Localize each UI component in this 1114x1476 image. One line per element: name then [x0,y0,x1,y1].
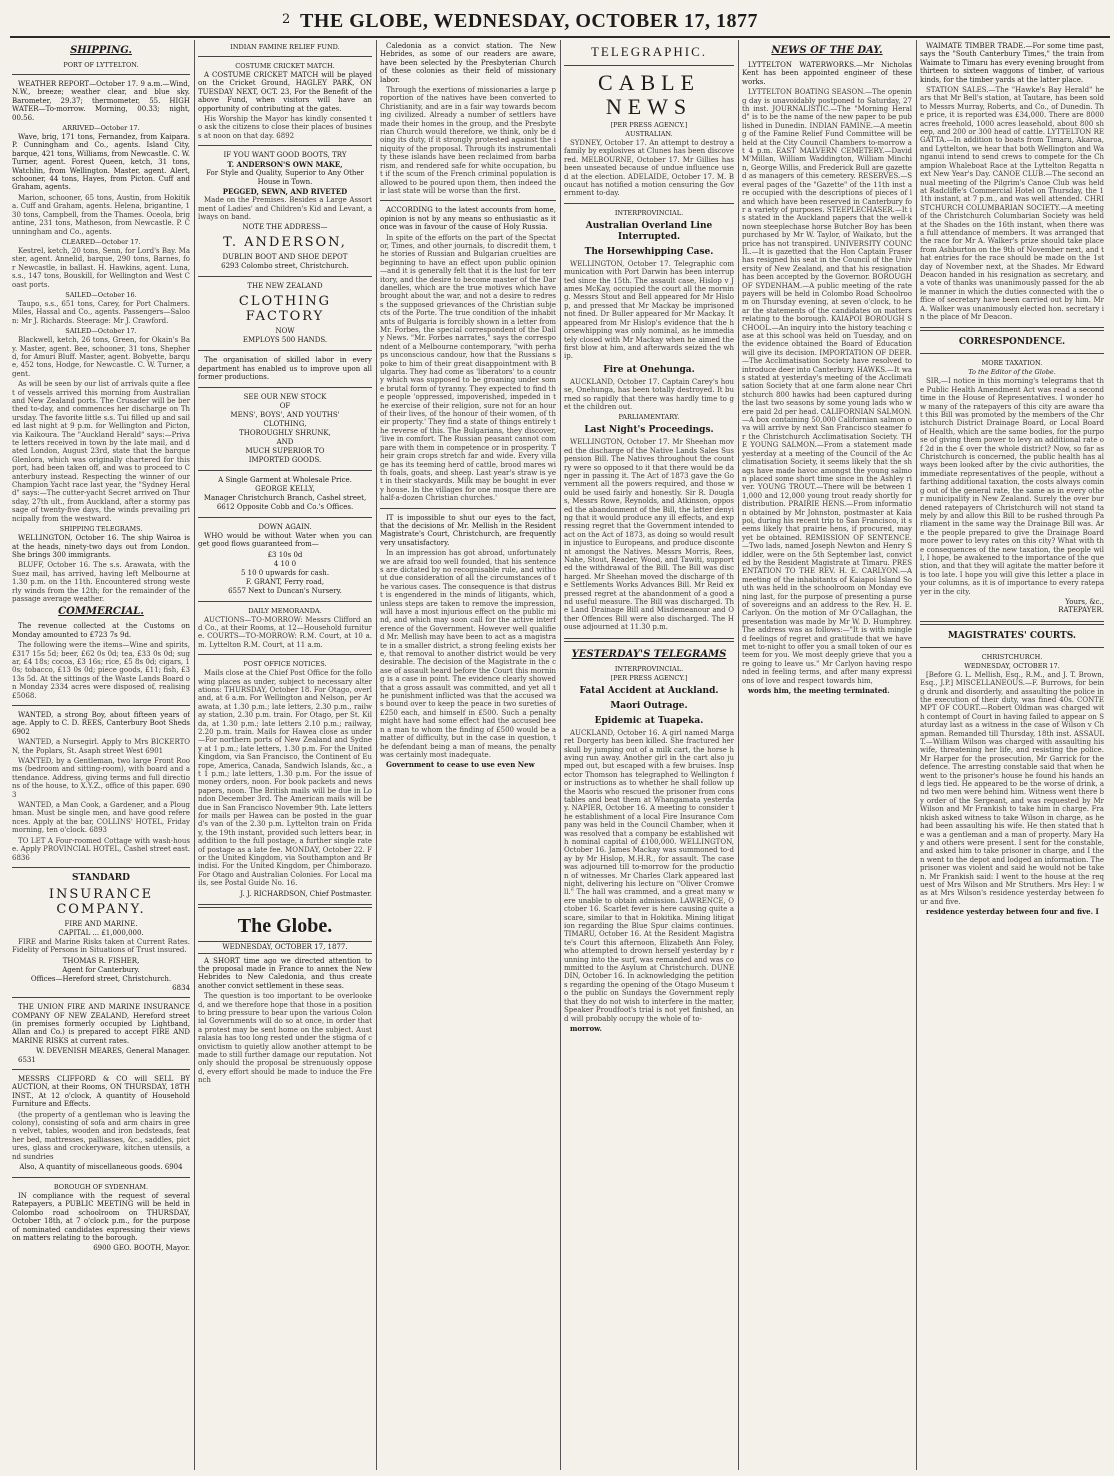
overland-heading: Australian Overland Line Interrupted. [585,220,713,242]
anderson-more: Made on the Premises. Besides a Large Assortment of Ladies' and Children's Kid and Levant, always on band. [198,196,372,222]
sydenham-text: IN compliance with the request of several Ratepayers, a PUBLIC MEETING will be held in Colombo road schoolroom on THURSDAY, October 18th, at 7 o'clock p.m., for the purpose of nominated candidates expressing their views on matters relating to the borough. [12,1192,190,1243]
standard-heading: STANDARD [72,872,130,883]
parliament-text: WELLINGTON, October 17. Mr Sheehan moved the discharge of the Native Lands Sales Suspension Bill. The Natives throughout the country were so opposed to it that there would be danger in passing it. The Act of 1873 gave the Government all the powers required, and those would be used fairly and honestly. Sir R. Douglas, Messrs Rowe, Reynolds, and Atkinson, opposed the abandonment of the Bill, the latter denying that it would produce any ill effects, and expressing regret that the Government intended to act on the Act of 1873, as doing so would result in injustice to Europeans, and produce discontent amongst the Natives. Messrs Morris, Rees, Nahe, Stout, Reader, Wood, and Tawiti, supported the withdrawal of the Bill. The Bill was discharged. Mr Sheehan moved the discharge of the Settlements Works Advances Bill. Mr Reid expressed regret at the abandonment of a good and useful measure. The Bill was discharged. The Land Drainage Bill and Misdemeanour and Other Offences Bill were also discharged. The House adjourned at 11.30 p.m. [564,438,734,632]
commercial-heading: COMMERCIAL. [58,606,144,618]
magistrates-text: [Before G. L. Mellish, Esq., R.M., and J. T. Brown, Esq., J.P.] MISCELLANEOUS.—F. Burrows, for being drunk and disorderly, and assaulting the police in the execution of their duty, was fined 40s. CONTEMPT OF COURT.—Robert Oldman was charged with contempt of Court in having failed to appear on Saturday last as a witness in the case of Wilson v Chapman. Remanded till Thursday, 18th inst. ASSAULT.—William Wilson was charged with assaulting his wife, threatening her life, and resisting the police. Mr Harper for the prosecution, Mr Garrick for the defence. The arresting constable said that when he went to the prisoner's house he found his hands and legs tied. He appeared to be the worse of drink, and two men were behind him. Witness went there by order of the Sergeant, and was requested by Mr Wilson and Mr Frankish to take him in charge. Frankish asked witness to take Wilson in charge, as he had been assaulting his wife. He then stated that he was a gentleman and a man of property. Mary Hay and others were present. I sent for the constable, and asked him to take prisoner in charge, and I then went to the depot and lodged an information. The prisoner was violent and said he would not be taken. Mr Frankish said: I went to the house at the request of Mrs Wilson and Mr Struthers. Mrs Hey: I was at Mrs Wilson's residence yesterday between four and five. [920,670,1104,906]
cricket-text: A COSTUME CRICKET MATCH will be played on the Cricket Ground, HAGLEY PARK, ON TUESDAY NEXT, OCT. 23, For the Benefit of the above Fund, when visitors will have an opportunity of contributing at the gates. [198,71,372,113]
famine-heading: INDIAN FAMINE RELIEF FUND. [230,43,340,51]
christchurch-heading: CHRISTCHURCH. [981,652,1043,661]
column-2 [198,42,372,1468]
column-6 [920,42,1104,1468]
memo-text: AUCTIONS—TO-MORROW: Messrs Clifford and Co., at their Rooms, at 12—Household furniture. COURTS—TO-MORROW: R.M. Court, at 10 a.m. Lyttelton R.M. Court, at 11 a.m. [198,615,372,649]
shipping-heading: SHIPPING. [70,45,132,56]
last-night-heading: Last Night's Proceedings. [584,425,714,436]
clothing-label: CLOTHING, [263,419,307,428]
col3-text-1-more: Through the exertions of missionaries a large proportion of the natives have been converted to Christianity, and are in a fair way towards becoming civilized. Already a number of settlers have made their homes in the group, and the Presbyterian Church would therefore, we think, only be doing its duty, if it strongly protested against the iniquity of the proposal. Through its instrumentality these islands have been reclaimed from barbarism, and rendered safe for white occupation, but if the scum of the French criminal population is allowed to be poured upon them, then indeed their last state will be worse than the first. [380,86,556,195]
sailed-17-heading: SAILED—October 17. [65,327,137,336]
now-label: NOW [275,327,295,336]
imported-label: IMPORTED GOODS. [248,455,322,464]
sydenham-heading: BOROUGH OF SYDENHAM. [53,1183,149,1192]
fisher-name: THOMAS R. FISHER, [62,956,140,965]
shrunk-label: THOROUGHLY SHRUNK, [239,428,331,437]
insurance-text: FIRE and Marine Risks taken at Current Rates. Fidelity of Persons in Situations of Trust insured. [12,937,190,955]
globe-date: WEDNESDAY, OCTOBER 17, 1877. [198,941,372,953]
cable-news-heading: CABLE NEWS [597,70,701,119]
wanted-ad-3: WANTED, by a Gentleman, two large Front Rooms (bedroom and sitting-room), with board and attendance. Address, giving terms and full directions of the house, to X.Y.Z., office of this paper. 6903 [12,757,190,799]
sydenham-sig: 6900 GEO. BOOTH, Mayor. [93,1244,190,1253]
fire-heading: Fire at Onehunga. [603,364,695,375]
column-3 [380,42,556,1468]
horsewhipping-text: WELLINGTON, October 17. Telegraphic communication with Port Darwin has been interrupted since the 15th. The assault case, Hislop v James McKay, occupied the court all the morning. Messrs Stout and Bell appeared for Mr Hislop, and pressed that Mr Mackay be imprisoned not fined. Dr Buller appeared for Mr Mackay. It appeared from Mr Hislop's evidence that the horsewhipping was only nominal, as he immediately closed with Mr Mackay when he aimed the first blow at him, and afterwards seized the whip. [564,259,734,361]
kelly-name: GEORGE KELLY, [255,484,315,493]
clifford-ad-more: (the property of a gentleman who is leaving the colony), consisting of sofa and arm chairs in green velvet, tables, wooden and iron bedsteads, feather bed, mattresses, palliasses, &c., saddles, pictures, glass and crockeryware, kitchen utensils, and sundries [12,1110,190,1161]
superior-label: MUCH SUPERIOR TO [245,446,325,455]
col6-text-more: STATION SALES.—The "Hawke's Bay Herald" hears that Mr Bell's station, at Tautare, has been sold to Messrs Murray, Roberts, and Co., of Dunedin. The price, it is reported was £34,000. There are 8000 acres freehold, 1000 acres leasehold, about 800 sheep, and 200 or 300 head of cattle. LYTTELTON REGATTA.—In addition to boats from Timaru, Akaroa, and Lyttelton, we hear that both Wellington and Wanganui intend to send crews to compete for the Champion Whaleboat Race at the Lyttelton Regatta next New Year's Day. CANOE CLUB.—The second annual meeting of the Pilgrim's Canoe Club was held at Radcliffe's Commercial Hotel on Thursday, the 11th instant, at 7 p.m., and was well attended. CHRISTCHURCH COLUMBARIAN SOCIETY.—A meeting of the Christchurch Columbarian Society was held at the Shades on the 16th instant, when there was a full attendance of members. It was arranged that the race for Mr A. Walker's prize should take place from Ashburton on the 9th of November next, and that entries for the race should be made on the 1st day of November next, at the Shades. Mr Edward Deacon handed in his resignation as secretary, and a vote of thanks was unanimously passed for the able manner in which the duties connected with the office of secretary have been carried out by him. Mr A. Walker was unanimously elected hon. secretary in the place of Mr Deacon. [920,86,1104,321]
column-divider [376,40,377,1470]
per-press-label: [PER PRESS AGENCY.] [610,121,688,129]
commercial-text: The revenue collected at the Customs on Monday amounted to £723 7s 9d. [12,622,190,639]
note-address: NOTE THE ADDRESS— [242,223,328,232]
cricket-more: His Worship the Mayor has kindly consented to ask the citizens to close their places of business at noon on that day. 6892 [198,115,372,140]
ratepayer-sig: RATEPAYER. [1058,606,1104,615]
post-text: Mails close at the Chief Post Office for the following places as under, subject to necessary alterations: THURSDAY, October 18. For Otago, overland, at 6 a.m. For Wellington and Nelson, per Arawata, at 1.30 p.m.; late letters, 2.30 p.m., railway station, 2.30 p.m. train. For Otago, per St. Kilda, at 1.30 p.m.; late letters 2.10 p.m.; railway, 2.20 p.m. train. Mails for Hawea close as under—For northern ports of New Zealand and Sydney at 1 p.m.; late letters, 1.30 p.m. For the United Kingdom, via San Francisco, the Continent of Europe, America, Canada, Sandwich Islands, &c., at 1 p.m.; late letters, 1.30 p.m. For the issue of money orders, noon. For book packets and newspapers, noon. The British mails will be due in London December 3rd. The American mails will be due in San Francisco November 9th. Late letters for mails per Hawea can be posted in the guard's van of the 2.30 p.m. Lyttelton train on Friday, the 19th instant, provided such letters bear, in addition to the full postage, a further single rate of postage as a late fee. MONDAY, October 22. For the United Kingdom, via Southampton and Brindisi. For the United Kingdom, per Chimborazo. For Otago and Australian Colonies. For Local mails, see Postal Guide No. 16. [198,669,372,888]
kelly-role: Manager Christchurch Branch, Cashel street, [203,493,367,502]
news-of-day-heading: NEWS OF THE DAY. [771,45,883,56]
grant-number: 6557 Next to Duncan's Nursery. [228,586,342,595]
interprovincial-2-heading: INTERPROVINCIAL. [614,664,684,673]
horsewhipping-heading: The Horsewhipping Case. [584,246,714,257]
taxation-letter: SIR,—I notice in this morning's telegrams that the Public Health Amendment Act was read a second time in the House of Representatives. I wonder how many of the ratepayers of this city are aware that this Bill was promoted by the members of the Christchurch District Drainage Board, or Local Board of Health, which are the same bodies, for the purpose of giving them power to levy an additional rate of 2d in the £ over the whole district? Now, so far as Christchurch is concerned, the public health has always been looked after by the civic authorities, the immediate representatives of the people, without a farthing additional taxation, the costs always coming out of the general rate, the same as in every other municipality in New Zealand. Surely the over burdened ratepayers of Christchurch will not stand tamely by and allow this Bill to be rushed through Parliament in the same way the Drainage Bill was. Are the people prepared to give the Drainage Board more power to levy rates on this city? What with the consequences of the new taxation, the people will, I hope, be awakened to the importance of the question, and that they will agitate the matter before it is too late. I hope you will give this letter a place in your columns, as it is of importance to every ratepayer in the city. [920,377,1104,596]
col3-text-3-more: In an impression has got abroad, unfortunately we are afraid too well founded, that his sentences are dictated by no recognisable rule, and without due consideration of all the circumstances of the various cases. The consequence is that distrust is engendered in the minds of litigants, which, unless steps are taken to remove the impression, will have a most injurious effect on the public mind, and which may soon call for the active interference of the Government. However well qualified Mr. Mellish may have been to act as a magistrate in a smaller district, a strong feeling exists here, that removal to another district would be very desirable. The decision of the Magistrate in the case of assault heard before the Court this morning is a case in point. The evidence clearly showed that a gross assault was committed, and yet all the punishment inflicted was that the accused was bound over to keep the peace in two sureties of £250 each, and himself in £500. Such a penalty might have had some effect had the accused been a man to whom the finding of £500 would be a matter of difficulty, but in the case in question, the defendant being a man of means, the penalty was certainly most inadequate. [380,549,556,759]
price-3: 5 10 0 upwards for cash. [240,568,330,577]
cleared-heading: CLEARED—October 17. [61,237,141,246]
page-number: 2 [282,12,291,27]
arrived-text: Wave, brig, 171 tons, Fernandez, from Kaipara. P. Cunningham and Co., agents. Island City, barque, 421 tons, Williams, from Newcastle. C. W. Turner, agent. Forest Queen, ketch, 31 tons, Watchlin, from Wellington. Master, agent. Alert, schooner, 44 tons, Hayes, from Picton. Cuff and Graham, agents. [12,133,190,192]
col5-end: words him, the meeting terminated. [748,686,890,696]
wanted-ad: WANTED, a strong Boy, about fifteen years of age. Apply to C. D. REES, Canterbury Boot Sheds 6902 [12,711,190,736]
col6-end: residence yesterday between four and five. I [926,907,1099,917]
arrived-more: Marion, schooner, 65 tons, Austin, from Hokitika. Cuff and Graham, agents. Helena, brigantine, 130 tons, Campbell, from the Thames. Oceola, brigantine, 231 tons, Matheson, from Newcastle. P. Cunningham and Co., agents. [12,193,190,236]
shipping-telegrams-text: WELLINGTON, October 16. The ship Wairoa is at the heads, ninety-two days out from London. She brings 300 immigrants. [12,534,190,559]
maori-heading: Maori Outrage. [610,700,688,711]
wanted-ad-4: WANTED, a Man Cook, a Gardener, and a Ploughman. Must be single men, and have good references. Apply at the bar, COLLINS' HOTEL, Friday morning, ten o'clock. 6893 [12,801,190,835]
grant-name: F. GRANT, Ferry road, [245,577,325,586]
fisher-role: Agent for Canterbury. [62,965,140,974]
col3-end: Government to cease to use even New [386,760,535,770]
cricket-heading: COSTUME CRICKET MATCH. [235,62,335,70]
col3-text-3: IT is impossible to shut our eyes to the fact, that the decisions of Mr. Mellish in the Resident Magistrate's Court, Christchurch, are frequently very unsatisfactory. [380,513,556,547]
news-more: LYTTELTON BOATING SEASON.—The opening day is unavoidably postponed to Saturday, 27th inst. JOURNALISTIC.—The "Morning Herald" is to be the name of the new paper to be published in Dunedin. INDIAN FAMINE.—A meeting of the Famine Relief Fund Committee will be held at the City Council Chambers to-morrow at 4 p.m. EAST MALVERN CEMETERY.—David M'Millan, William Waddington, William Minchin, George Willis, and Frederick Bull are gazetted as managers of this cemetery. RESERVES.—Several pages of the "Gazette" of the 11th inst are occupied with the descriptions of pieces of land which have been reserved in Canterbury for a variety of purposes. STEEPLECHASER.—It is stated in the Auckland papers that the well-known steeplechase horse Butcher Boy has been purchased by Mr W. Taylor, of Waikato, but the price has not transpired. UNIVERSITY COUNCIL.—It is gazetted that the Hon Captain Fraser has resigned his seat in the Council of the University of New Zealand, and that his resignation has been accepted by the Governor. BOROUGH OF SYDENHAM.—A public meeting of the ratepayers will be held in Colombo Road Schoolroom on Thursday evening, at seven o'clock, to hear the statements of the candidates on matters relating to the borough. KAIAPOI BOROUGH SCHOOL.—An inquiry into the history teaching case at this school was held on Tuesday, and on the evidence obtained the Board of Education will give its decision. IMPORTATION OF DEER.—The Acclimatisation Society have resolved to introduce deer into Canterbury. HAWKS.—It was stated at yesterday's meeting of the Acclimatisation Society that at one farm alone near Christchurch 800 hawks had been captured during the last two seasons by some young lads who were paid 2d per head. CALIFORNIAN SALMON.—A box containing 50,000 Californian salmon ova will arrive by next San Francisco steamer for the Christchurch Acclimatisation Society. THE YOUNG SALMON.—From a statement made yesterday at a meeting of the Council of the Acclimatisation Society, it seems likely that the shags have made havoc amongst the young salmon placed some short time since in the Ashley river. YOUNG TROUT.—There will be between 11,000 and 12,000 young trout ready shortly for distribution. PRAIRIE HENS.—From information obtained by Mr Johnston, postmaster at Kaiapoi, during his recent trip to San Francisco, it seems likely that prairie hens, if procured, may yet be obtained. REMISSION OF SENTENCE.—Two lads, named Joseph Newton and Henry Siddler, were on the 5th September last, convicted by the Resident Magistrate at Timaru. PRESENTATION TO THE REV. H. E. CARLYON.—A meeting of the inhabitants of Kaiapoi Island South was held in the schoolroom on Monday evening last, for the purpose of presenting a purse of sovereigns and an address to the Rev. H. E. Carlyon. On the motion of Mr O'Callaghan, the presentation was made by Mr W. D. Humphrey. The address was as follows:—"It is with mingled feelings of regret and gratitude that we have met to-night to offer you a small token of our esteem for you. We most deeply grieve that you are going to leave us." Mr Carlyon having responded in feeling terms, and after many expressions of love and respect towards him, [742,88,912,685]
and-label: AND [276,437,294,446]
price-1: £3 10s 0d [267,550,303,559]
price-2: 4 10 0 [273,559,297,568]
union-text: THE UNION FIRE AND MARINE INSURANCE COMPANY OF NEW ZEALAND, Hereford street (in premises formerly occupied by Lightband, Allan and Co.) is prepared to accept FIRE AND MARINE RISKS at current rates. [12,1003,190,1045]
leader-text: A SHORT time ago we directed attention to the proposal made in France to annex the New Hebrides to New Caledonia, and thus create another convict settlement in these seas. [198,956,372,990]
telegraphic-heading: TELEGRAPHIC. [590,44,708,59]
column-divider [560,40,561,1470]
shipping-telegrams-heading: SHIPPING TELEGRAMS. [59,525,143,534]
masthead-rule [10,36,1110,38]
wholesale-label: A Single Garment at Wholesale Price. [218,475,352,484]
anderson-big: T. ANDERSON, [223,235,347,251]
dublin-depot: DUBLIN BOOT AND SHOE DEPOT [222,253,348,262]
colombo-street: 6293 Colombo street, Christchurch. [221,262,349,271]
col4-end: morrow. [570,1023,602,1033]
down-text: WHO would be without Water when you can get good flows guaranteed from— [198,531,372,549]
to-editor: To the Editor of the Globe. [968,368,1056,377]
union-manager: W. DEVENISH MEARES, General Manager. [36,1047,190,1056]
clifford-ad: MESSRS CLIFFORD & CO will SELL BY AUCTION, at their Rooms, ON THURSDAY, 18TH INST., At 12 o'clock, A quantity of Household Furniture and Effects. [12,1074,190,1109]
masthead [0,0,1114,38]
column-4 [564,42,734,1468]
column-divider [194,40,195,1470]
employs-label: EMPLOYS 500 HANDS. [242,336,328,345]
sailed-text: Taupo, s.s., 651 tons, Carey, for Port Chalmers. Miles, Hassal and Co., agents. Passengers—Saloon: Mr J. Richards. Steerage: Mr J. Crawford. [12,299,190,325]
news-text: LYTTELTON WATERWORKS.—Mr Nicholas Kent has been appointed engineer of these works. [742,61,912,86]
parliamentary-heading: PARLIAMENTARY. [618,413,680,422]
column-5 [742,42,912,1468]
to-let-ad: TO LET A Four-roomed Cottage with wash-house. Apply PROVINCIAL HOTEL, Cashel street east. 6836 [12,836,190,862]
globe-title: The Globe. [237,915,333,938]
nz-heading: THE NEW ZEALAND [247,282,323,291]
shipping-notes: As will be seen by our list of arrivals quite a fleet of vessels arrived this morning from Australian and New Zealand ports. The Crusader will be berthed to-day, and commences her discharge on Thursday. The favorite little s.s. Tui filled up and sailed last night at 9 p.m. for Wellington and Picton, via Kaikoura. The "Auckland Herald" says:—Private letters received in town by the late mail, and dated London, August 23rd, state that the barque Glenlora, which was originally chartered for this port, had been taken off, and was to proceed to Canterbury instead. Respecting the winner of our Champion Yacht race last year, the "Sydney Herald" says:—The cutter-yacht Secret arrived on Thursday, 27th ult., from Auckland, after a stormy passage of twenty-five days, the winds prevailing principally from the westward. [12,380,190,523]
per-press-2-label: [PER PRESS AGENCY.] [610,673,688,682]
fire-text: AUCKLAND, October 17. Captain Carey's house, Onehunga, has been totally destroyed. It burned so rapidly that there was hardly time to get the children out. [564,377,734,411]
clothing-factory: CLOTHING FACTORY [238,294,332,325]
wanted-ad-2: WANTED, a Nursegirl. Apply to Mrs BICKERTON, the Poplars, St. Asaph street West 6901 [12,738,190,755]
col6-text: WAIMATE TIMBER TRADE.—For some time past, says the "South Canterbury Times," the train from Waimate to Timaru has every evening brought from thirteen to sixteen waggons of timber, of various kinds, for the timber yards at the latter place. [920,42,1104,84]
correspondence-heading: CORRESPONDENCE. [958,337,1066,348]
union-number: 6531 [18,1055,36,1064]
organisation-text: The organisation of skilled labor in every department has enabled us to improve upon all former productions. [198,356,372,382]
column-divider [738,40,739,1470]
commercial-more: The following were the items—Wine and spirits, £317 15s 5d; beer, £62 0s 0d; tea, £33 0s 0d; sugar, £4 18s; cocoa, £3 16s; rice, £5 8s 0d; cigars, 10s; tobacco, £13 0s 0d; piece goods, £11; fish, £3 13s 5d. At the sittings of the Waste Lands Board on Monday 2334 acres were disposed of, realising £5068. [12,641,190,700]
column-1: SHIPPING. PORT OF LYTTELTON. WEATHER REPORT—October 17. 9 a.m.—Wind, N.W., breeze; weather clear, and blue sky. Barometer, 29.37; thermometer, 55. HIGH WATER—To-morrow. Morning, 00.33; night, 00.56. ARRIVED—October 17. Wave, brig, 171 tons, Fernandez, from Kaipara. P. Cunningham and Co., agents. Island City, barque, 421 tons, Williams, from Newcastle. C. W. Turner, agent. Forest Queen, ketch, 31 tons, Watchlin, from Wellington. Master, agent. Alert, schooner, 44 tons, Hayes, from Picton. Cuff and Graham, agents. Marion, schooner, 65 tons, Austin, from Hokitika. Cuff and Graham, agents. Helena, brigantine, 130 tons, Campbell, from the Thames. Oceola, brigantine, 231 tons, Matheson, from Newcastle. P. Cunningham and Co., agents. CLEARED—October 17. Kestrel, ketch, 20 tons, Senn, for Lord's Bay. Master, agent. Annelid, barque, 290 tons, Barnes, for Newcastle, in ballast. H. Hawkins, agent. Luna, s.s., 147 tons, Bouskill, for Wellington and West Coast ports. SAILED—October 16. Taupo, s.s., 651 tons, Carey, for Port Chalmers. Miles, Hassal and Co., agents. Passengers—Saloon: Mr J. Richards. Steerage: Mr J. Crawford. SAILED—October 17. Blackwell, ketch, 26 tons, Green, for Okain's Bay. Master, agent. Bee, schooner, 31 tons, Shepherd, for Amuri Bluff. Master, agent. Bobyette, barque, 452 tons, Hodge, for Newcastle. C. W. Turner, agent. As will be seen by our list of arrivals quite a fleet of vessels arrived this morning from Australian and New Zealand ports. The Crusader will be berthed to-day, and commences her discharge on Thursday. The favorite little s.s. Tui filled up and sailed last night at 9 p.m. for Wellington and Picton, via Kaikoura. The "Auckland Herald" says:—Private letters received in town by the late mail, and dated London, August 23rd, state that the barque Glenlora, which was originally chartered for this port, had been taken off, and was to proceed to Canterbury instead. Respecting the winner of our Champion Yacht race last year, the "Sydney Herald" says:—The cutter-yacht Secret arrived on Thursday, 27th ult., from Auckland, after a stormy passage of twenty-five days, the winds prevailing principally from the westward. SHIPPING TELEGRAMS. WELLINGTON, October 16. The ship Wairoa is at the heads, ninety-two days out from London. She brings 300 immigrants. BLUFF, October 16. The s.s. Arawata, with the Suez mail, has arrived, having left Melbourne at 1.30 p.m. on the 11th. Encountered strong westerly winds from the 12th; for the remainder of the passage average weather. COMMERCIAL. The revenue collected at the Customs on Monday amounted to £723 7s 9d. The following were the items—Wine and spirits, £317 15s 5d; beer, £62 0s 0d; tea, £33 0s 0d; sugar, £4 18s; cocoa, £3 16s; rice, £5 8s 0d; cigars, 10s; tobacco, £13 0s 0d; piece goods, £11; fish, £3 13s 5d. At the sittings of the Waste Lands Board on Monday 2334 acres were disposed of, realising £5068. WANTED, a strong Boy, about fifteen years of age. Apply to C. D. REES, Canterbury Boot Sheds 6902 WANTED, a Nursegirl. Apply to Mrs BICKERTON, the Poplars, St. Asaph street West 6901 WANTED, by a Gentleman, two large Front Rooms (bedroom and sitting-room), with board and attendance. Address, giving terms and full directions of the house, to X.Y.Z., office of this paper. 6903 WANTED, a Man Cook, a Gardener, and a Ploughman. Must be single men, and have good references. Apply at the bar, COLLINS' HOTEL, Friday morning, ten o'clock. 6893 TO LET A Four-roomed Cottage with wash-house. Apply PROVINCIAL HOTEL, Cashel street east. 6836 STANDARD INSURANCE COMPANY. FIRE AND MARINE. CAPITAL ... £1,000,000. FIRE and Marine Risks taken at Current Rates. Fidelity of Persons in Situations of Trust insured. THOMAS R. FISHER, Agent for Canterbury. Offices—Hereford street, Christchurch. 6834 THE UNION FIRE AND MARINE INSURANCE COMPANY OF NEW ZEALAND, Hereford street (in premises formerly occupied by Lightband, Allan and Co.) is prepared to accept FIRE AND MARINE RISKS at current rates. W. DEVENISH MEARES, General Manager. 6531 MESSRS CLIFFORD & CO will SELL BY AUCTION, at their Rooms, ON THURSDAY, 18TH INST., At 12 o'clock, A quantity of Household Furniture and Effects. (the property of a gentleman who is leaving the colony), consisting of sofa and arm chairs in green velvet, tables, wooden and iron bedsteads, feather bed, mattresses, palliasses, &c., saddles, pictures, glass and crockeryware, kitchen utensils, and sundries Also, A quantity of miscellaneous goods. 6904 BOROUGH OF SYDENHAM. IN compliance with the request of several Ratepayers, a PUBLIC MEETING will be held in Colombo road schoolroom on THURSDAY, October 18th, at 7 o'clock p.m., for the purpose of nominated candidates expressing their views on matters relating to the borough. 6900 GEO. BOOTH, Mayor. [12,45,190,1253]
weather-report: WEATHER REPORT—October 17. 9 a.m.—Wind, N.W., breeze; weather clear, and blue sky. Barometer, 29.37; thermometer, 55. HIGH WATER—To-morrow. Morning, 00.33; night, 00.56. [12,80,190,122]
insurance-sub: FIRE AND MARINE. [64,919,138,928]
boots-heading: IF YOU WANT GOOD BOOTS, TRY [223,151,347,160]
clifford-also: Also, A quantity of miscellaneous goods. 6904 [19,1163,183,1172]
pegged-line: PEGGED, SEWN, AND RIVETED [222,187,348,197]
more-taxation-heading: MORE TAXATION. [981,359,1043,368]
yesterday-text: AUCKLAND, October 16. A girl named Margaret Dorgerty has been killed. She fractured her skull by jumping out of a milk cart, the horse having run away. Another girl in the cart also jumped out, but escaped with a few bruises. Inspector Thomson has telegraphed to Wellington for instructions as to whether he shall follow up the Maoris who rescued the prisoner from constables and beat them at Whangamata yesterday. NAPIER, October 16. A meeting to consider the establishment of a local Fire Insurance Company was held in the Council Chamber, when it was resolved that a company be established with nominal capital of £100,000. WELLINGTON, October 16. James Mackay was summoned to-day by Mr Hislop, M.H.R., for assault. The case was adjourned till to-morrow for the production of witnesses. Mr Charles Clark appeared last night, delivering his lecture on "Oliver Cromwell." The hall was crammed, and a great many were unable to obtain admission. LAWRENCE, October 16. Scarlet fever is here causing quite a scare, similar to that in Hokitika. Mining litigation regarding the Blue Spur claims continues. TIMARU, October 16. At the Resident Magistrate's Court this afternoon, Elizabeth Ann Foley, who attempted to drown herself yesterday by running into the surf, was remanded and was committed to the Asylum at Christchurch. DUNEDIN, October 16. In acknowledging the petitions regarding the opening of the Otago Museum to the public on Sundays the Government reply that they do not wish to interfere in the matter, Speaker Proudfoot's trial is not yet finished, and will probably occupy the whole of to- [564,728,734,1023]
australian-heading: AUSTRALIAN. [625,130,673,138]
australian-text: SYDNEY, October 17. An attempt to destroy a family by explosives at Clunes has been discovered. MELBOURNE, October 17. Mr Gillies has been unseated because of undue influence used at the election. ADELAIDE, October 17. M. Boucaut has notified a motion censuring the Government to-day. [564,139,734,198]
memo-heading: DAILY MEMORANDA. [248,606,322,615]
sailed-17-text: Blackwell, ketch, 26 tons, Green, for Okain's Bay. Master, agent. Bee, schooner, 31 tons, Shepherd, for Amuri Bluff. Master, agent. Bobyette, barque, 452 tons, Hodge, for Newcastle. C. W. Turner, agent. [12,336,190,378]
post-heading: POST OFFICE NOTICES. [243,660,327,669]
shipping-telegrams-more: BLUFF, October 16. The s.s. Arawata, with the Suez mail, has arrived, having left Melbourne at 1.30 p.m. on the 11th. Encountered strong westerly winds from the 12th; for the remainder of the passage average weather. [12,561,190,603]
arrived-heading: ARRIVED—October 17. [62,124,140,133]
insurance-capital: CAPITAL ... £1,000,000. [58,928,144,937]
col3-text-1: Caledonia as a convict station. The New Hebrides, as some of our readers are aware, have been selected by the Presbyterian Church of these colonies as their field of missionary labor. [380,42,556,84]
column-divider [916,40,917,1470]
port-heading: PORT OF LYTTELTON. [63,61,139,69]
fisher-office: Offices—Hereford street, Christchurch. [30,974,172,983]
yours-label: Yours, &c., [1065,597,1104,606]
col3-text-2: ACCORDING to the latest accounts from home, opinion is not by any means so enthusiastic as it once was in favour of the cause of Holy Russia. [380,206,556,232]
col3-text-2-more: In spite of the efforts on the part of the Spectator, Times, and other journals, to discredit them, the stories of Russian and Bulgarian cruelties are beginning to have an effect upon public opinion—and it is generally felt that it is the lust for territory, and the desire to become master of the Dardanelles, which are the true motives which have brought about the war, and not a desire to redress the supposed grievances of the Christian subjects of the Porte. The true condition of the inhabitants of Bulgaria is forcibly shown in a letter from Mr. Forbes, the special correspondent of the Daily News. "Mr. Forbes narrates," says the correspondent of a Melbourne contemporary, "with perhaps unconscious candour, how that the Russians spoke to him of their great disappointment with Bulgaria. They had come as 'liberators' to a country which was supposed to be groaning under some brutal form of tyranny. They expected to find the people 'oppressed, impoverished, impeded in the exercise of their religion, sure not for an hour of their lives, of the honour of their women, of their property.' They find a state of things entirely the reverse of this. The Bulgarians, they discover, 'live in comfort. The Russian peasant cannot compare with them in competence or in prosperity. Their grain crops stretch far and wide. Every village has its teeming herd of cattle, brood mares with foals, goats, and sheep. Last year's straw is yet in their stackyards. Milk may be bought in every house. In the villages for one mosque there are half-a-dozen Christian churches.' [380,233,556,503]
cleared-text: Kestrel, ketch, 20 tons, Senn, for Lord's Bay. Master, agent. Annelid, barque, 290 tons, Barnes, for Newcastle, in ballast. H. Hawkins, agent. Luna, s.s., 147 tons, Bouskill, for Wellington and West Coast ports. [12,246,190,289]
mens-label: MENS', BOYS', AND YOUTHS' [230,410,340,419]
fatal-heading: Fatal Accident at Auckland. [579,685,719,696]
down-heading: DOWN AGAIN. [258,522,312,531]
post-sig: J. J. RICHARDSON, Chief Postmaster. [240,889,372,898]
anderson-sub: For Style and Quality, Superior to Any Other House in Town. [206,169,364,187]
anderson-line: T. ANDERSON'S OWN MAKE, [227,160,343,170]
insurance-name: INSURANCE COMPANY. [48,886,154,917]
see-stock: SEE OUR NEW STOCK [243,392,327,401]
mag-date: WEDNESDAY, OCTOBER 17. [964,661,1060,670]
leader-more: The question is too important to be overlooked, and we therefore hope that those in a position to bring pressure to bear upon the various Colonial Governments will do so at once, in order that a protest may be sent home on the subject. Australasia has too long rested under the stigma of convictism to quietly allow another attempt to be made to still further damage our reputation. Not only should the proposal be strenuously opposed, every effort should be made to induce the French [198,992,372,1085]
epidemic-heading: Epidemic at Tuapeka. [594,715,704,726]
yesterday-telegrams-heading: YESTERDAY'S TELEGRAMS [571,648,727,660]
of-label: OF [279,401,291,410]
sailed-heading: SAILED—October 16. [65,290,137,299]
newspaper-title: THE GLOBE, WEDNESDAY, OCTOBER 17, 1877 [300,10,759,32]
magistrates-heading: MAGISTRATES' COURTS. [947,630,1077,641]
interprovincial-heading: INTERPROVINCIAL. [614,208,684,217]
kelly-address: 6612 Opposite Cobb and Co.'s Offices. [216,502,354,511]
